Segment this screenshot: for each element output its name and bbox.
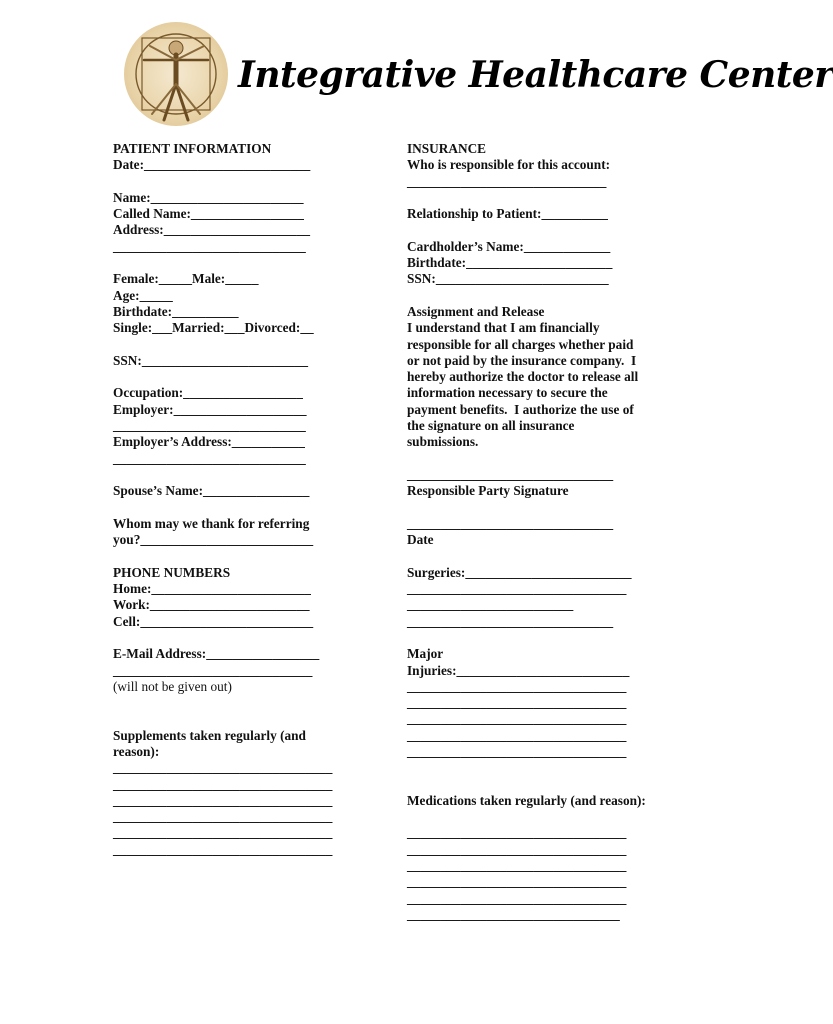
assignment-text: responsible for all charges whether paid — [407, 336, 634, 352]
assignment-text: submissions. — [407, 434, 479, 450]
date-field[interactable]: Date:_________________________ — [113, 157, 311, 173]
supplements-line[interactable]: _________________________________ — [113, 809, 333, 825]
referral-label: Whom may we thank for referring — [113, 515, 310, 531]
injuries-line[interactable]: _________________________________ — [407, 695, 627, 711]
surgeries-line[interactable]: _________________________ — [407, 597, 574, 613]
insurance-section — [407, 141, 669, 923]
medications-line[interactable]: _________________________________ — [407, 890, 627, 906]
female-male-field[interactable]: Female:_____Male:_____ — [113, 271, 259, 287]
employer-field-line2[interactable]: _____________________________ — [113, 418, 306, 434]
responsible-field[interactable]: ______________________________ — [407, 173, 607, 189]
supplements-line[interactable]: _________________________________ — [113, 760, 333, 776]
injuries-line[interactable]: _________________________________ — [407, 743, 627, 759]
patient-information-section — [113, 141, 373, 858]
relationship-field[interactable]: Relationship to Patient:__________ — [407, 206, 608, 222]
assignment-text: information necessary to secure the — [407, 385, 608, 401]
cardholder-birthdate-field[interactable]: Birthdate:______________________ — [407, 255, 613, 271]
medications-line[interactable]: _________________________________ — [407, 874, 627, 890]
medications-line[interactable]: _________________________________ — [407, 841, 627, 857]
employer-address-field-line2[interactable]: _____________________________ — [113, 450, 306, 466]
medications-line[interactable]: _________________________________ — [407, 825, 627, 841]
injuries-line[interactable]: _________________________________ — [407, 711, 627, 727]
called-name-field[interactable]: Called Name:_________________ — [113, 206, 304, 222]
email-field[interactable]: E-Mail Address:_________________ — [113, 646, 320, 662]
assignment-text: I understand that I am financially — [407, 320, 600, 336]
assignment-text: payment benefits. I authorize the use of — [407, 401, 634, 417]
medications-line[interactable]: ________________________________ — [407, 906, 620, 922]
supplements-line[interactable]: _________________________________ — [113, 776, 333, 792]
employer-address-field[interactable]: Employer’s Address:___________ — [113, 434, 305, 450]
assignment-text: hereby authorize the doctor to release all — [407, 369, 639, 385]
supplements-label-line2: reason): — [113, 743, 160, 759]
marital-status-field[interactable]: Single:___Married:___Divorced:__ — [113, 320, 314, 336]
supplements-line[interactable]: _________________________________ — [113, 825, 333, 841]
supplements-label: Supplements taken regularly (and — [113, 727, 306, 743]
cell-phone-field[interactable]: Cell:__________________________ — [113, 613, 314, 629]
assignment-text: or not paid by the insurance company. I — [407, 352, 637, 368]
phone-numbers-heading: PHONE NUMBERS — [113, 564, 231, 580]
brand-title: Integrative Healthcare Center — [238, 54, 833, 96]
assignment-heading: Assignment and Release — [407, 303, 545, 319]
signature-label: Responsible Party Signature — [407, 483, 569, 499]
signature-field[interactable]: _______________________________ — [407, 466, 614, 482]
email-note: (will not be given out) — [113, 678, 232, 694]
medications-line[interactable]: _________________________________ — [407, 858, 627, 874]
address-field[interactable]: Address:______________________ — [113, 222, 310, 238]
age-field[interactable]: Age:_____ — [113, 287, 173, 303]
insurance-heading: INSURANCE — [407, 141, 487, 156]
name-field[interactable]: Name:_______________________ — [113, 189, 304, 205]
ssn-field[interactable]: SSN:_________________________ — [113, 352, 309, 368]
assignment-text: the signature on all insurance — [407, 418, 575, 434]
cardholder-ssn-field[interactable]: SSN:__________________________ — [407, 271, 609, 287]
major-label: Major — [407, 646, 444, 662]
injuries-field[interactable]: Injuries:__________________________ — [407, 662, 630, 678]
injuries-line[interactable]: _________________________________ — [407, 727, 627, 743]
surgeries-field[interactable]: Surgeries:_________________________ — [407, 564, 632, 580]
injuries-line[interactable]: _________________________________ — [407, 678, 627, 694]
email-field-line2[interactable]: ______________________________ — [113, 662, 313, 678]
spouse-name-field[interactable]: Spouse’s Name:________________ — [113, 483, 310, 499]
surgeries-line[interactable]: _______________________________ — [407, 613, 614, 629]
surgeries-line[interactable]: _________________________________ — [407, 581, 627, 597]
supplements-line[interactable]: _________________________________ — [113, 792, 333, 808]
patient-information-heading: PATIENT INFORMATION — [113, 141, 272, 156]
home-phone-field[interactable]: Home:________________________ — [113, 581, 311, 597]
birthdate-field[interactable]: Birthdate:__________ — [113, 303, 239, 319]
medications-label: Medications taken regularly (and reason): — [407, 792, 646, 808]
responsible-label: Who is responsible for this account: — [407, 157, 611, 173]
occupation-field[interactable]: Occupation:__________________ — [113, 385, 303, 401]
signature-date-field[interactable]: _______________________________ — [407, 515, 614, 531]
referral-field[interactable]: you?__________________________ — [113, 532, 314, 548]
address-field-line2[interactable]: _____________________________ — [113, 238, 306, 254]
signature-date-label: Date — [407, 532, 434, 548]
work-phone-field[interactable]: Work:________________________ — [113, 597, 310, 613]
vitruvian-man-icon — [130, 22, 226, 126]
employer-field[interactable]: Employer:____________________ — [113, 401, 307, 417]
cardholder-name-field[interactable]: Cardholder’s Name:_____________ — [407, 238, 611, 254]
supplements-line[interactable]: _________________________________ — [113, 841, 333, 857]
